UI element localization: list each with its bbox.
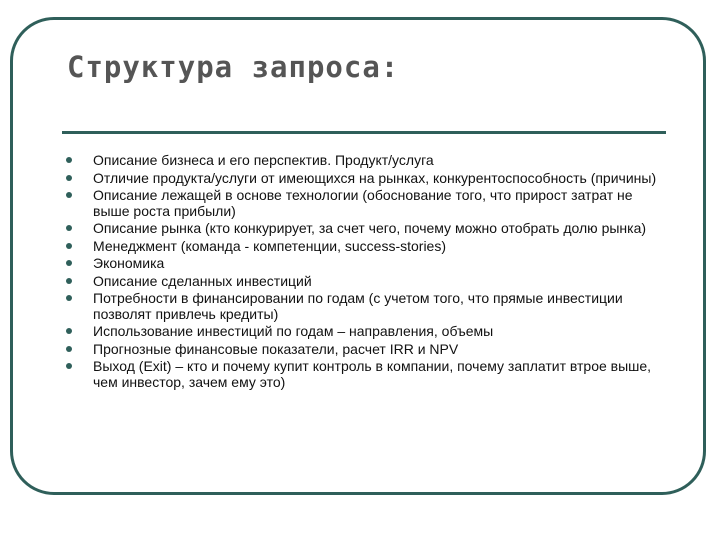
bullet-dot-icon <box>66 295 72 301</box>
bullet-text: Отличие продукта/услуги от имеющихся на рынках, конкурентоспособность (причины) <box>93 169 657 186</box>
bullet-text: Экономика <box>93 255 165 271</box>
list-item <box>66 291 666 322</box>
bullet-text: Использование инвестиций по годам – направления, объемы <box>93 323 494 339</box>
bullet-text: Описание лежащей в основе технологии (обоснование того, что прирост затрат не выше роста прибыли) <box>93 187 633 219</box>
bullet-dot-icon <box>66 328 72 334</box>
bullet-dot-icon <box>66 243 72 249</box>
title-divider <box>62 131 666 134</box>
list-item <box>66 274 666 290</box>
bullet-text: Прогнозные финансовые показатели, расчет IRR и NPV <box>93 340 459 357</box>
bullet-list <box>66 153 666 392</box>
bullet-text: Выход (Exit) – кто и почему купит контроль в компании, почему заплатит втрое выше, чем инвестор, зачем ему это) <box>93 358 652 390</box>
list-item <box>66 342 666 358</box>
slide-title: Структура запроса: <box>67 50 400 84</box>
bullet-text: Менеджмент (команда - компетенции, success-stories) <box>93 237 447 254</box>
list-item <box>66 359 666 390</box>
list-item <box>66 153 666 169</box>
bullet-dot-icon <box>66 363 72 369</box>
bullet-dot-icon <box>66 175 72 181</box>
bullet-text: Потребности в финансировании по годам (с учетом того, что прямые инвестиции позволят привлечь кредиты) <box>93 290 623 322</box>
bullet-dot-icon <box>66 260 72 266</box>
list-item <box>66 188 666 219</box>
bullet-dot-icon <box>66 278 72 284</box>
bullet-text: Описание бизнеса и его перспектив. Продукт/услуга <box>93 152 434 168</box>
list-item <box>66 256 666 272</box>
bullet-dot-icon <box>66 192 72 198</box>
bullet-dot-icon <box>66 346 72 352</box>
list-item <box>66 239 666 255</box>
bullet-dot-icon <box>66 157 72 163</box>
bullet-text: Описание сделанных инвестиций <box>93 272 312 289</box>
bullet-dot-icon <box>66 225 72 231</box>
list-item <box>66 324 666 340</box>
bullet-text: Описание рынка (кто конкурирует, за счет чего, почему можно отобрать долю рынка) <box>93 220 647 236</box>
list-item <box>66 221 666 237</box>
list-item <box>66 171 666 187</box>
